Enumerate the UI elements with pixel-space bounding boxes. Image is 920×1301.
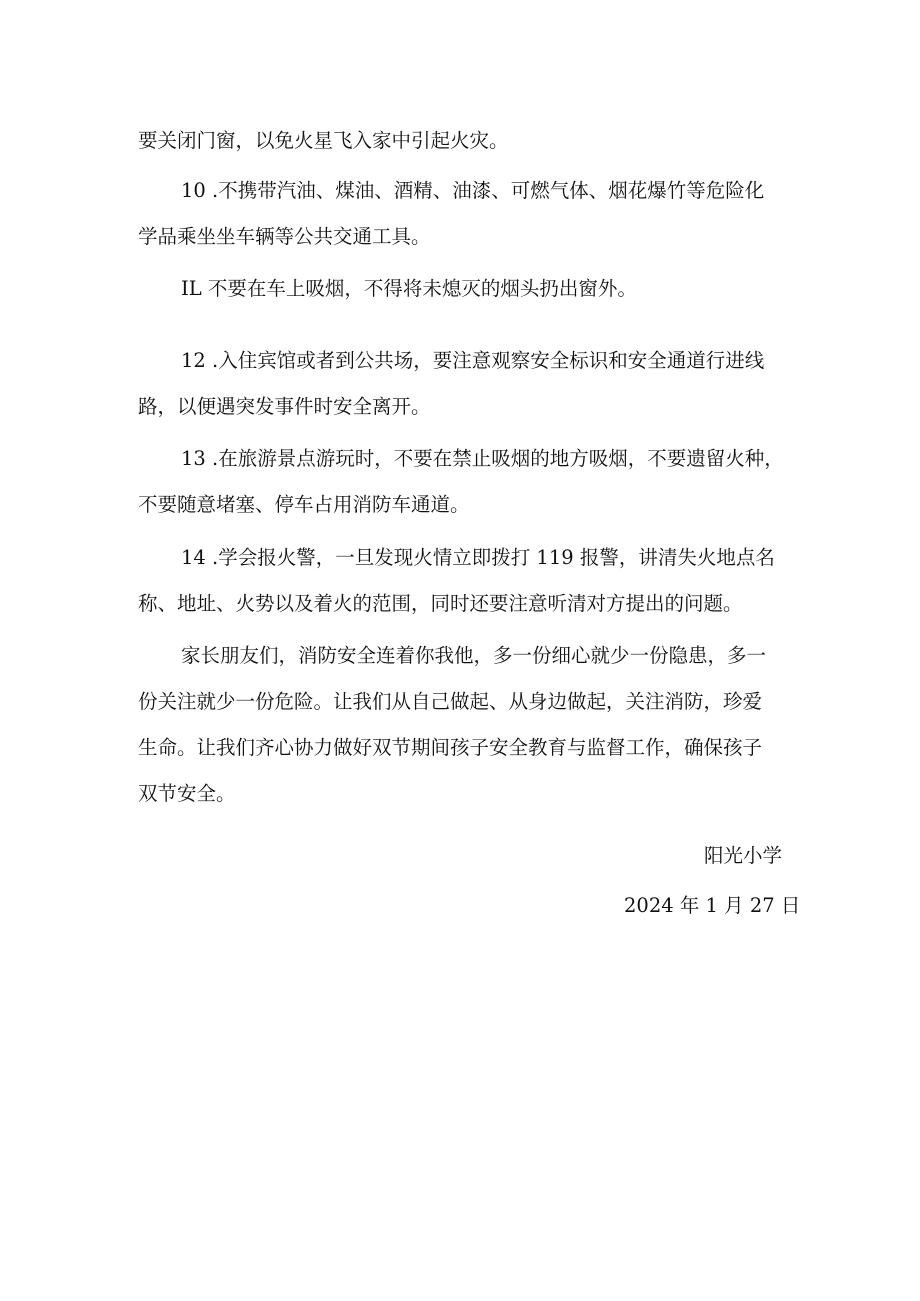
text-line: 路，以便遇突发事件时安全离开。: [138, 395, 431, 418]
paragraph-item-10: [138, 168, 788, 260]
text-line: IL 不要在车上吸烟，不得将未熄灭的烟头扔出窗外。: [181, 277, 637, 300]
text-line: 称、地址、火势以及着火的范围，同时还要注意听清对方提出的问题。: [138, 592, 743, 615]
paragraph-item-12: [138, 338, 788, 430]
text-line: 14 .学会报火警，一旦发现火情立即拨打 119 报警，讲清失火地点名: [181, 546, 775, 569]
paragraph-intro-continuation: [138, 118, 788, 164]
signature-school-name: 阳光小学: [704, 844, 783, 867]
text-line: 学品乘坐坐车辆等公共交通工具。: [138, 225, 431, 248]
text-line: 生命。让我们齐心协力做好双节期间孩子安全教育与监督工作，确保孩子: [138, 736, 763, 759]
text-line: 13 .在旅游景点游玩时，不要在禁止吸烟的地方吸烟，不要遗留火种，: [181, 447, 784, 470]
text-line: 10 .不携带汽油、煤油、酒精、油漆、可燃气体、烟花爆竹等危险化: [181, 179, 765, 202]
paragraph-item-13: [138, 436, 788, 528]
text-line: 家长朋友们，消防安全连着你我他，多一份细心就少一份隐患，多一: [181, 644, 767, 667]
text-line: 要关闭门窗，以免火星飞入家中引起火灾。: [138, 129, 509, 152]
text-line: 份关注就少一份危险。让我们从自己做起、从身边做起，关注消防，珍爱: [138, 690, 763, 713]
signature-date: 2024 年 1 月 27 日: [624, 894, 801, 917]
paragraph-item-11: [138, 266, 788, 312]
paragraph-item-14: [138, 535, 788, 627]
text-line: 双节安全。: [138, 782, 236, 805]
text-line: 不要随意堵塞、停车占用消防车通道。: [138, 493, 470, 516]
paragraph-closing: [138, 633, 788, 817]
text-line: 12 .入住宾馆或者到公共场，要注意观察安全标识和安全通道行进线: [181, 349, 765, 372]
